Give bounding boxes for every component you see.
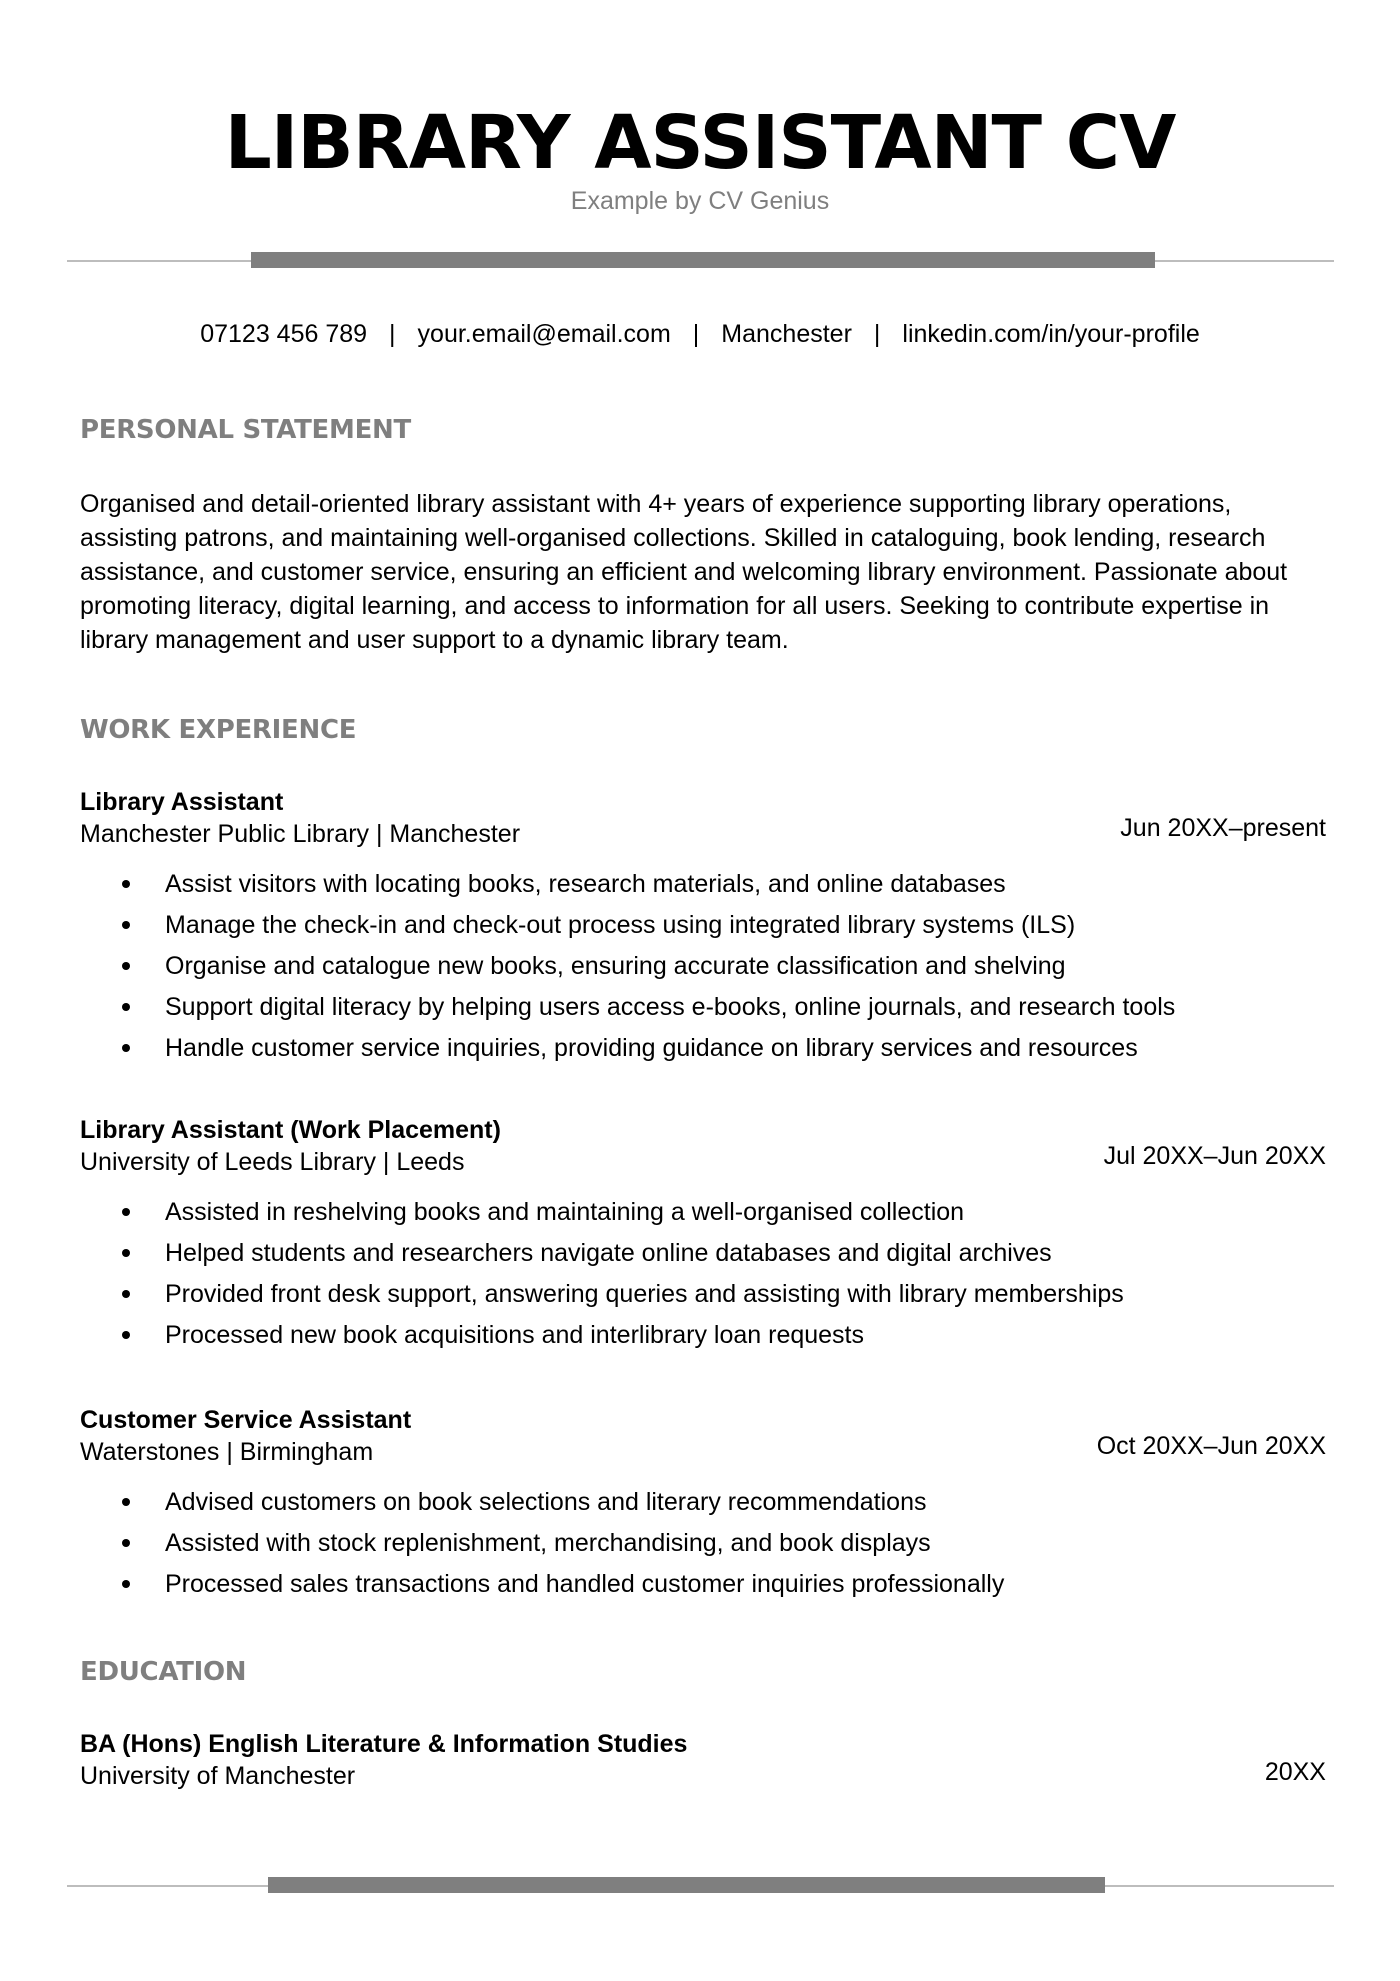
duty-item bbox=[80, 1564, 1326, 1605]
work-experience-heading: WORK EXPERIENCE bbox=[80, 715, 357, 745]
bullet-icon bbox=[122, 1044, 130, 1052]
page-title: LIBRARY ASSISTANT CV bbox=[224, 100, 1176, 186]
bullet-icon bbox=[122, 1331, 130, 1339]
education-heading: EDUCATION bbox=[80, 1657, 247, 1687]
duty-text: Advised customers on book selections and literary recommendations bbox=[165, 1488, 927, 1516]
job-entry bbox=[80, 786, 1326, 1069]
education-degree: BA (Hons) English Literature & Information Studies bbox=[80, 1730, 688, 1758]
header-divider-thick bbox=[251, 252, 1155, 268]
duty-item bbox=[80, 946, 1326, 987]
duty-text: Assisted in reshelving books and maintaining a well-organised collection bbox=[165, 1198, 965, 1226]
job-dates: Oct 20XX–Jun 20XX bbox=[1096, 1432, 1326, 1460]
job-entry bbox=[80, 1404, 1326, 1605]
contact-separator: | bbox=[389, 320, 396, 348]
duty-text: Provided front desk support, answering queries and assisting with library memberships bbox=[165, 1280, 1124, 1308]
bullet-icon bbox=[122, 880, 130, 888]
duty-text: Handle customer service inquiries, providing guidance on library services and resources bbox=[165, 1034, 1138, 1062]
duty-item bbox=[80, 1233, 1326, 1274]
duty-item bbox=[80, 987, 1326, 1028]
job-organisation: University of Leeds Library | Leeds bbox=[80, 1148, 465, 1176]
job-duties bbox=[80, 1482, 1326, 1605]
bullet-icon bbox=[122, 962, 130, 970]
education-year: 20XX bbox=[1264, 1758, 1326, 1786]
contact-linkedin: linkedin.com/in/your-profile bbox=[902, 320, 1200, 348]
bullet-icon bbox=[122, 1003, 130, 1011]
education-institution: University of Manchester bbox=[80, 1762, 356, 1790]
job-dates: Jul 20XX–Jun 20XX bbox=[1103, 1142, 1326, 1170]
duty-item bbox=[80, 864, 1326, 905]
contact-separator: | bbox=[873, 320, 881, 348]
job-entry bbox=[80, 1114, 1326, 1356]
job-duties bbox=[80, 864, 1326, 1069]
duty-item bbox=[80, 1274, 1326, 1315]
bullet-icon bbox=[122, 1290, 130, 1298]
bullet-icon bbox=[122, 1498, 130, 1506]
page-subtitle: Example by CV Genius bbox=[570, 187, 830, 215]
duty-text: Helped students and researchers navigate online databases and digital archives bbox=[165, 1239, 1052, 1267]
job-duties bbox=[80, 1192, 1326, 1356]
bullet-icon bbox=[122, 1208, 130, 1216]
personal-statement-heading: PERSONAL STATEMENT bbox=[80, 415, 411, 445]
contact-separator: | bbox=[692, 320, 700, 348]
bullet-icon bbox=[122, 1580, 130, 1588]
duty-text: Assisted with stock replenishment, merchandising, and book displays bbox=[165, 1529, 931, 1557]
contact-phone: 07123 456 789 bbox=[200, 320, 368, 348]
job-title: Library Assistant bbox=[80, 788, 284, 816]
job-title: Customer Service Assistant bbox=[80, 1406, 412, 1434]
personal-statement-text: Organised and detail-oriented library assistant with 4+ years of experience supporting library operations, assisting patrons, and maintaining well-organised collections. Skilled in cataloguing, book lending, research assistance, and customer service, ensuring an efficient and welcoming library environment. Passionate about promoting literacy, digital learning, and access to information for all users. Seeking to contribute expertise in library management and user support to a dynamic library team. bbox=[80, 490, 1288, 654]
contact-location: Manchester bbox=[721, 320, 852, 348]
job-organisation: Manchester Public Library | Manchester bbox=[80, 820, 521, 848]
duty-text: Processed sales transactions and handled customer inquiries professionally bbox=[165, 1570, 1005, 1598]
bullet-icon bbox=[122, 1249, 130, 1257]
duty-item bbox=[80, 1523, 1326, 1564]
education-entry bbox=[80, 1728, 1326, 1792]
job-organisation: Waterstones | Birmingham bbox=[80, 1438, 374, 1466]
contact-line bbox=[0, 318, 1400, 350]
duty-text: Support digital literacy by helping users access e-books, online journals, and research tools bbox=[165, 993, 1176, 1021]
duty-item bbox=[80, 1028, 1326, 1069]
footer-divider-thick bbox=[268, 1877, 1105, 1893]
duty-text: Processed new book acquisitions and interlibrary loan requests bbox=[165, 1321, 864, 1349]
duty-text: Assist visitors with locating books, research materials, and online databases bbox=[165, 870, 1006, 898]
job-title: Library Assistant (Work Placement) bbox=[80, 1116, 501, 1144]
contact-email: your.email@email.com bbox=[417, 320, 671, 348]
duty-item bbox=[80, 905, 1326, 946]
duty-text: Manage the check-in and check-out process using integrated library systems (ILS) bbox=[165, 911, 1076, 939]
duty-item bbox=[80, 1482, 1326, 1523]
duty-text: Organise and catalogue new books, ensuring accurate classification and shelving bbox=[165, 952, 1066, 980]
bullet-icon bbox=[122, 1539, 130, 1547]
duty-item bbox=[80, 1192, 1326, 1233]
bullet-icon bbox=[122, 921, 130, 929]
duty-item bbox=[80, 1315, 1326, 1356]
job-dates: Jun 20XX–present bbox=[1120, 814, 1326, 842]
